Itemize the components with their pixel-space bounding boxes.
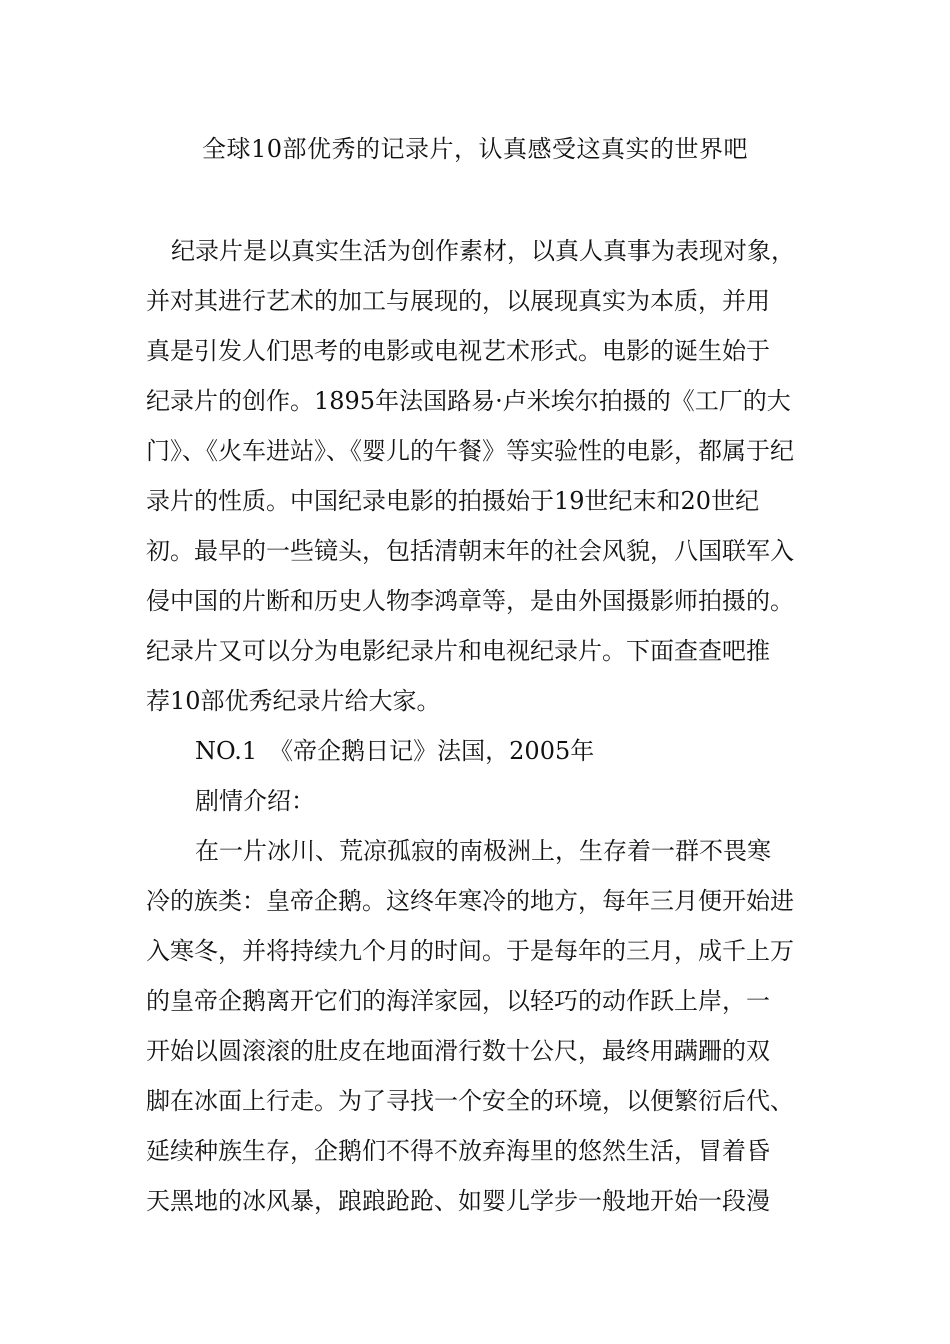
body-line: 真是引发人们思考的电影或电视艺术形式。电影的诞生始于 [146, 337, 770, 365]
body-line: 入寒冬，并将持续九个月的时间。于是每年的三月，成千上万 [146, 937, 794, 965]
body-line: 侵中国的片断和历史人物李鸿章等，是由外国摄影师拍摄的。 [146, 587, 794, 615]
body-line: 纪录片的创作。1895年法国路易·卢米埃尔拍摄的《工厂的大 [146, 387, 791, 415]
body-line: 天黑地的冰风暴，踉踉跄跄、如婴儿学步一般地开始一段漫 [146, 1187, 770, 1215]
body-line: 冷的族类：皇帝企鹅。这终年寒冷的地方，每年三月便开始进 [146, 887, 794, 915]
subheading: 剧情介绍： [195, 787, 315, 815]
section-heading: NO.1 《帝企鹅日记》法国，2005年 [195, 737, 595, 765]
document-title: 全球10部优秀的记录片，认真感受这真实的世界吧 [201, 135, 749, 163]
body-line: 延续种族生存，企鹅们不得不放弃海里的悠然生活，冒着昏 [146, 1137, 770, 1165]
body-line: 开始以圆滚滚的肚皮在地面滑行数十公尺，最终用蹒跚的双 [146, 1037, 770, 1065]
body-line: 脚在冰面上行走。为了寻找一个安全的环境，以便繁衍后代、 [146, 1087, 794, 1115]
body-line: 门》、《火车进站》、《婴儿的午餐》等实验性的电影，都属于纪 [146, 437, 794, 465]
body-line: 纪录片又可以分为电影纪录片和电视纪录片。下面查查吧推 [146, 637, 770, 665]
body-line: 在一片冰川、荒凉孤寂的南极洲上，生存着一群不畏寒 [195, 837, 771, 865]
body-line: 并对其进行艺术的加工与展现的，以展现真实为本质，并用 [146, 287, 770, 315]
body-line: 录片的性质。中国纪录电影的拍摄始于19世纪末和20世纪 [146, 487, 760, 515]
body-line: 的皇帝企鹅离开它们的海洋家园，以轻巧的动作跃上岸，一 [146, 987, 770, 1015]
body-line: 纪录片是以真实生活为创作素材，以真人真事为表现对象， [171, 237, 795, 265]
body-line: 初。最早的一些镜头，包括清朝末年的社会风貌，八国联军入 [146, 537, 794, 565]
body-line: 荐10部优秀纪录片给大家。 [146, 687, 441, 715]
